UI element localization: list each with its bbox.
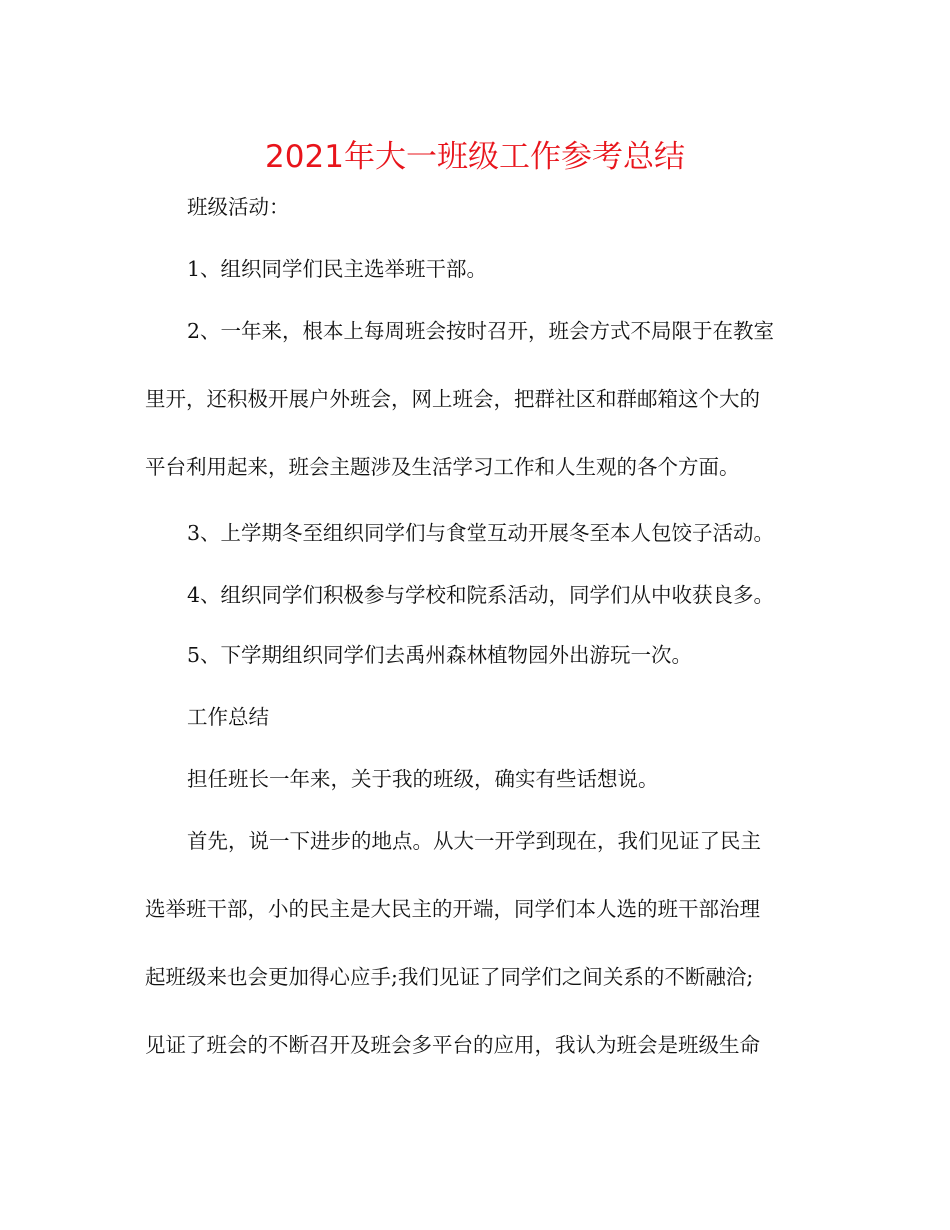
document-title: 2021年大一班级工作参考总结 <box>265 139 685 175</box>
paragraph-1: 担任班长一年来，关于我的班级，确实有些话想说。 <box>187 767 659 791</box>
section-heading-class-activities: 班级活动： <box>187 195 290 219</box>
list-item-3: 3、上学期冬至组织同学们与食堂互动开展冬至本人包饺子活动。 <box>187 521 775 545</box>
list-item-2-line-1: 2、一年来，根本上每周班会按时召开，班会方式不局限于在教室 <box>187 319 775 343</box>
paragraph-2-line-4: 见证了班会的不断召开及班会多平台的应用，我认为班会是班级生命 <box>145 1033 760 1057</box>
paragraph-2-line-3: 起班级来也会更加得心应手;我们见证了同学们之间关系的不断融洽; <box>145 965 754 989</box>
section-heading-work-summary: 工作总结 <box>187 705 269 729</box>
list-item-1: 1、组织同学们民主选举班干部。 <box>187 257 488 281</box>
list-item-2-line-3: 平台利用起来，班会主题涉及生活学习工作和人生观的各个方面。 <box>145 455 740 479</box>
paragraph-2-line-1: 首先，说一下进步的地点。从大一开学到现在，我们见证了民主 <box>187 829 761 853</box>
paragraph-2-line-2: 选举班干部，小的民主是大民主的开端，同学们本人选的班干部治理 <box>145 897 760 921</box>
list-item-2-line-2: 里开，还积极开展户外班会，网上班会，把群社区和群邮箱这个大的 <box>145 387 760 411</box>
list-item-4: 4、组织同学们积极参与学校和院系活动，同学们从中收获良多。 <box>187 583 775 607</box>
list-item-5: 5、下学期组织同学们去禹州森林植物园外出游玩一次。 <box>187 643 693 667</box>
